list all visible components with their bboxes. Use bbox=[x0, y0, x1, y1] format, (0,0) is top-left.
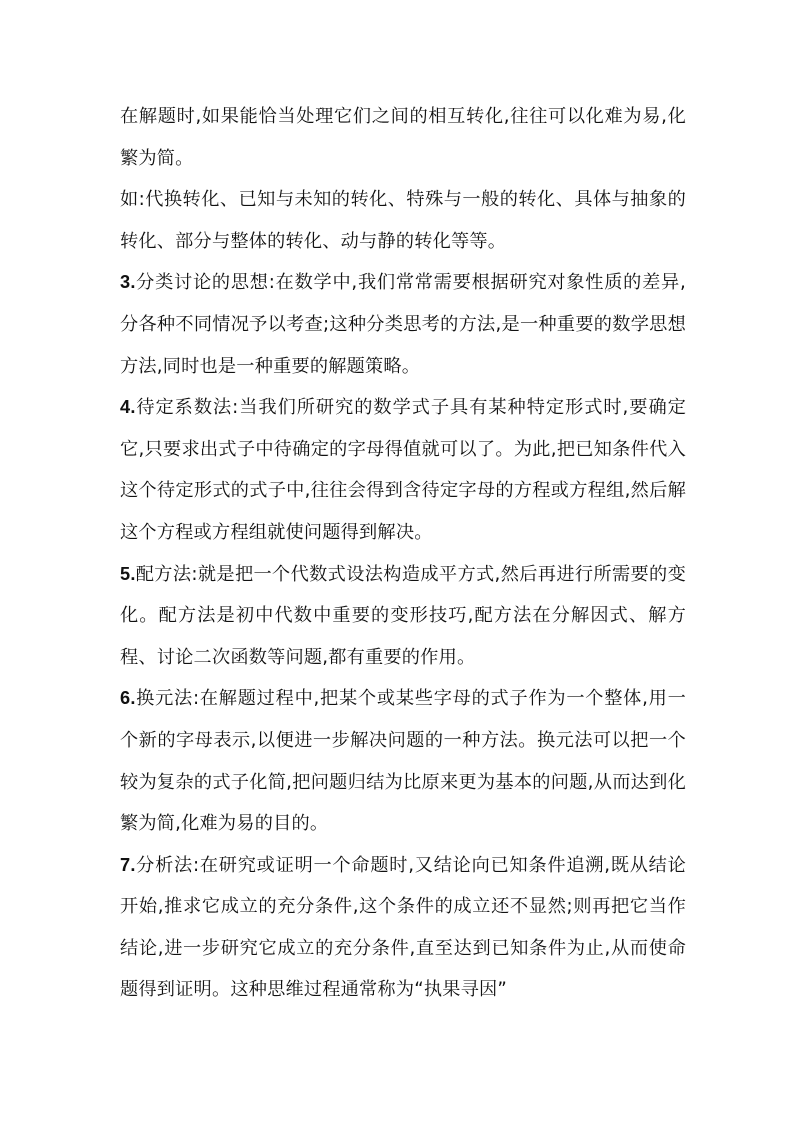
document-body bbox=[120, 96, 686, 1011]
paragraph-4 bbox=[120, 387, 686, 553]
paragraph-number: 6. bbox=[120, 688, 136, 709]
paragraph-number: 7. bbox=[120, 854, 136, 875]
paragraph-number: 5. bbox=[120, 563, 136, 584]
paragraph-5 bbox=[120, 554, 686, 679]
paragraph-text: 配方法:就是把一个代数式设法构造成平方式,然后再进行所需要的变化。配方法是初中代数中重要的变形技巧,配方法在分解因式、解方程、讨论二次函数等问题,都有重要的作用。 bbox=[120, 563, 686, 668]
paragraph-1 bbox=[120, 96, 686, 179]
paragraph-number: 3. bbox=[120, 272, 136, 293]
paragraph-text: 在解题时,如果能恰当处理它们之间的相互转化,往往可以化难为易,化繁为简。 bbox=[120, 106, 686, 169]
paragraph-text: 待定系数法:当我们所研究的数学式子具有某种特定形式时,要确定它,只要求出式子中待确定的字母得值就可以了。为此,把已知条件代入这个待定形式的式子中,往往会得到含待定字母的方程或方程组,然后解这个方程或方程组就使问题得到解决。 bbox=[120, 397, 686, 543]
paragraph-text: 分类讨论的思想:在数学中,我们常常需要根据研究对象性质的差异,分各种不同情况予以考查;这种分类思考的方法,是一种重要的数学思想方法,同时也是一种重要的解题策略。 bbox=[120, 272, 686, 377]
paragraph-7 bbox=[120, 845, 686, 1011]
paragraph-text: 分析法:在研究或证明一个命题时,又结论向已知条件追溯,既从结论开始,推求它成立的充分条件,这个条件的成立还不显然;则再把它当作结论,进一步研究它成立的充分条件,直至达到已知条件为止,从而使命题得到证明。这种思维过程通常称为“执果寻因” bbox=[120, 854, 686, 1001]
paragraph-text: 换元法:在解题过程中,把某个或某些字母的式子作为一个整体,用一个新的字母表示,以便进一步解决问题的一种方法。换元法可以把一个较为复杂的式子化简,把问题归结为比原来更为基本的问题,从而达到化繁为简,化难为易的目的。 bbox=[120, 688, 686, 835]
paragraph-3 bbox=[120, 262, 686, 387]
paragraph-number: 4. bbox=[120, 397, 136, 418]
paragraph-2 bbox=[120, 179, 686, 262]
paragraph-6 bbox=[120, 678, 686, 844]
paragraph-text: 如:代换转化、已知与未知的转化、特殊与一般的转化、具体与抽象的转化、部分与整体的转化、动与静的转化等等。 bbox=[120, 189, 686, 252]
